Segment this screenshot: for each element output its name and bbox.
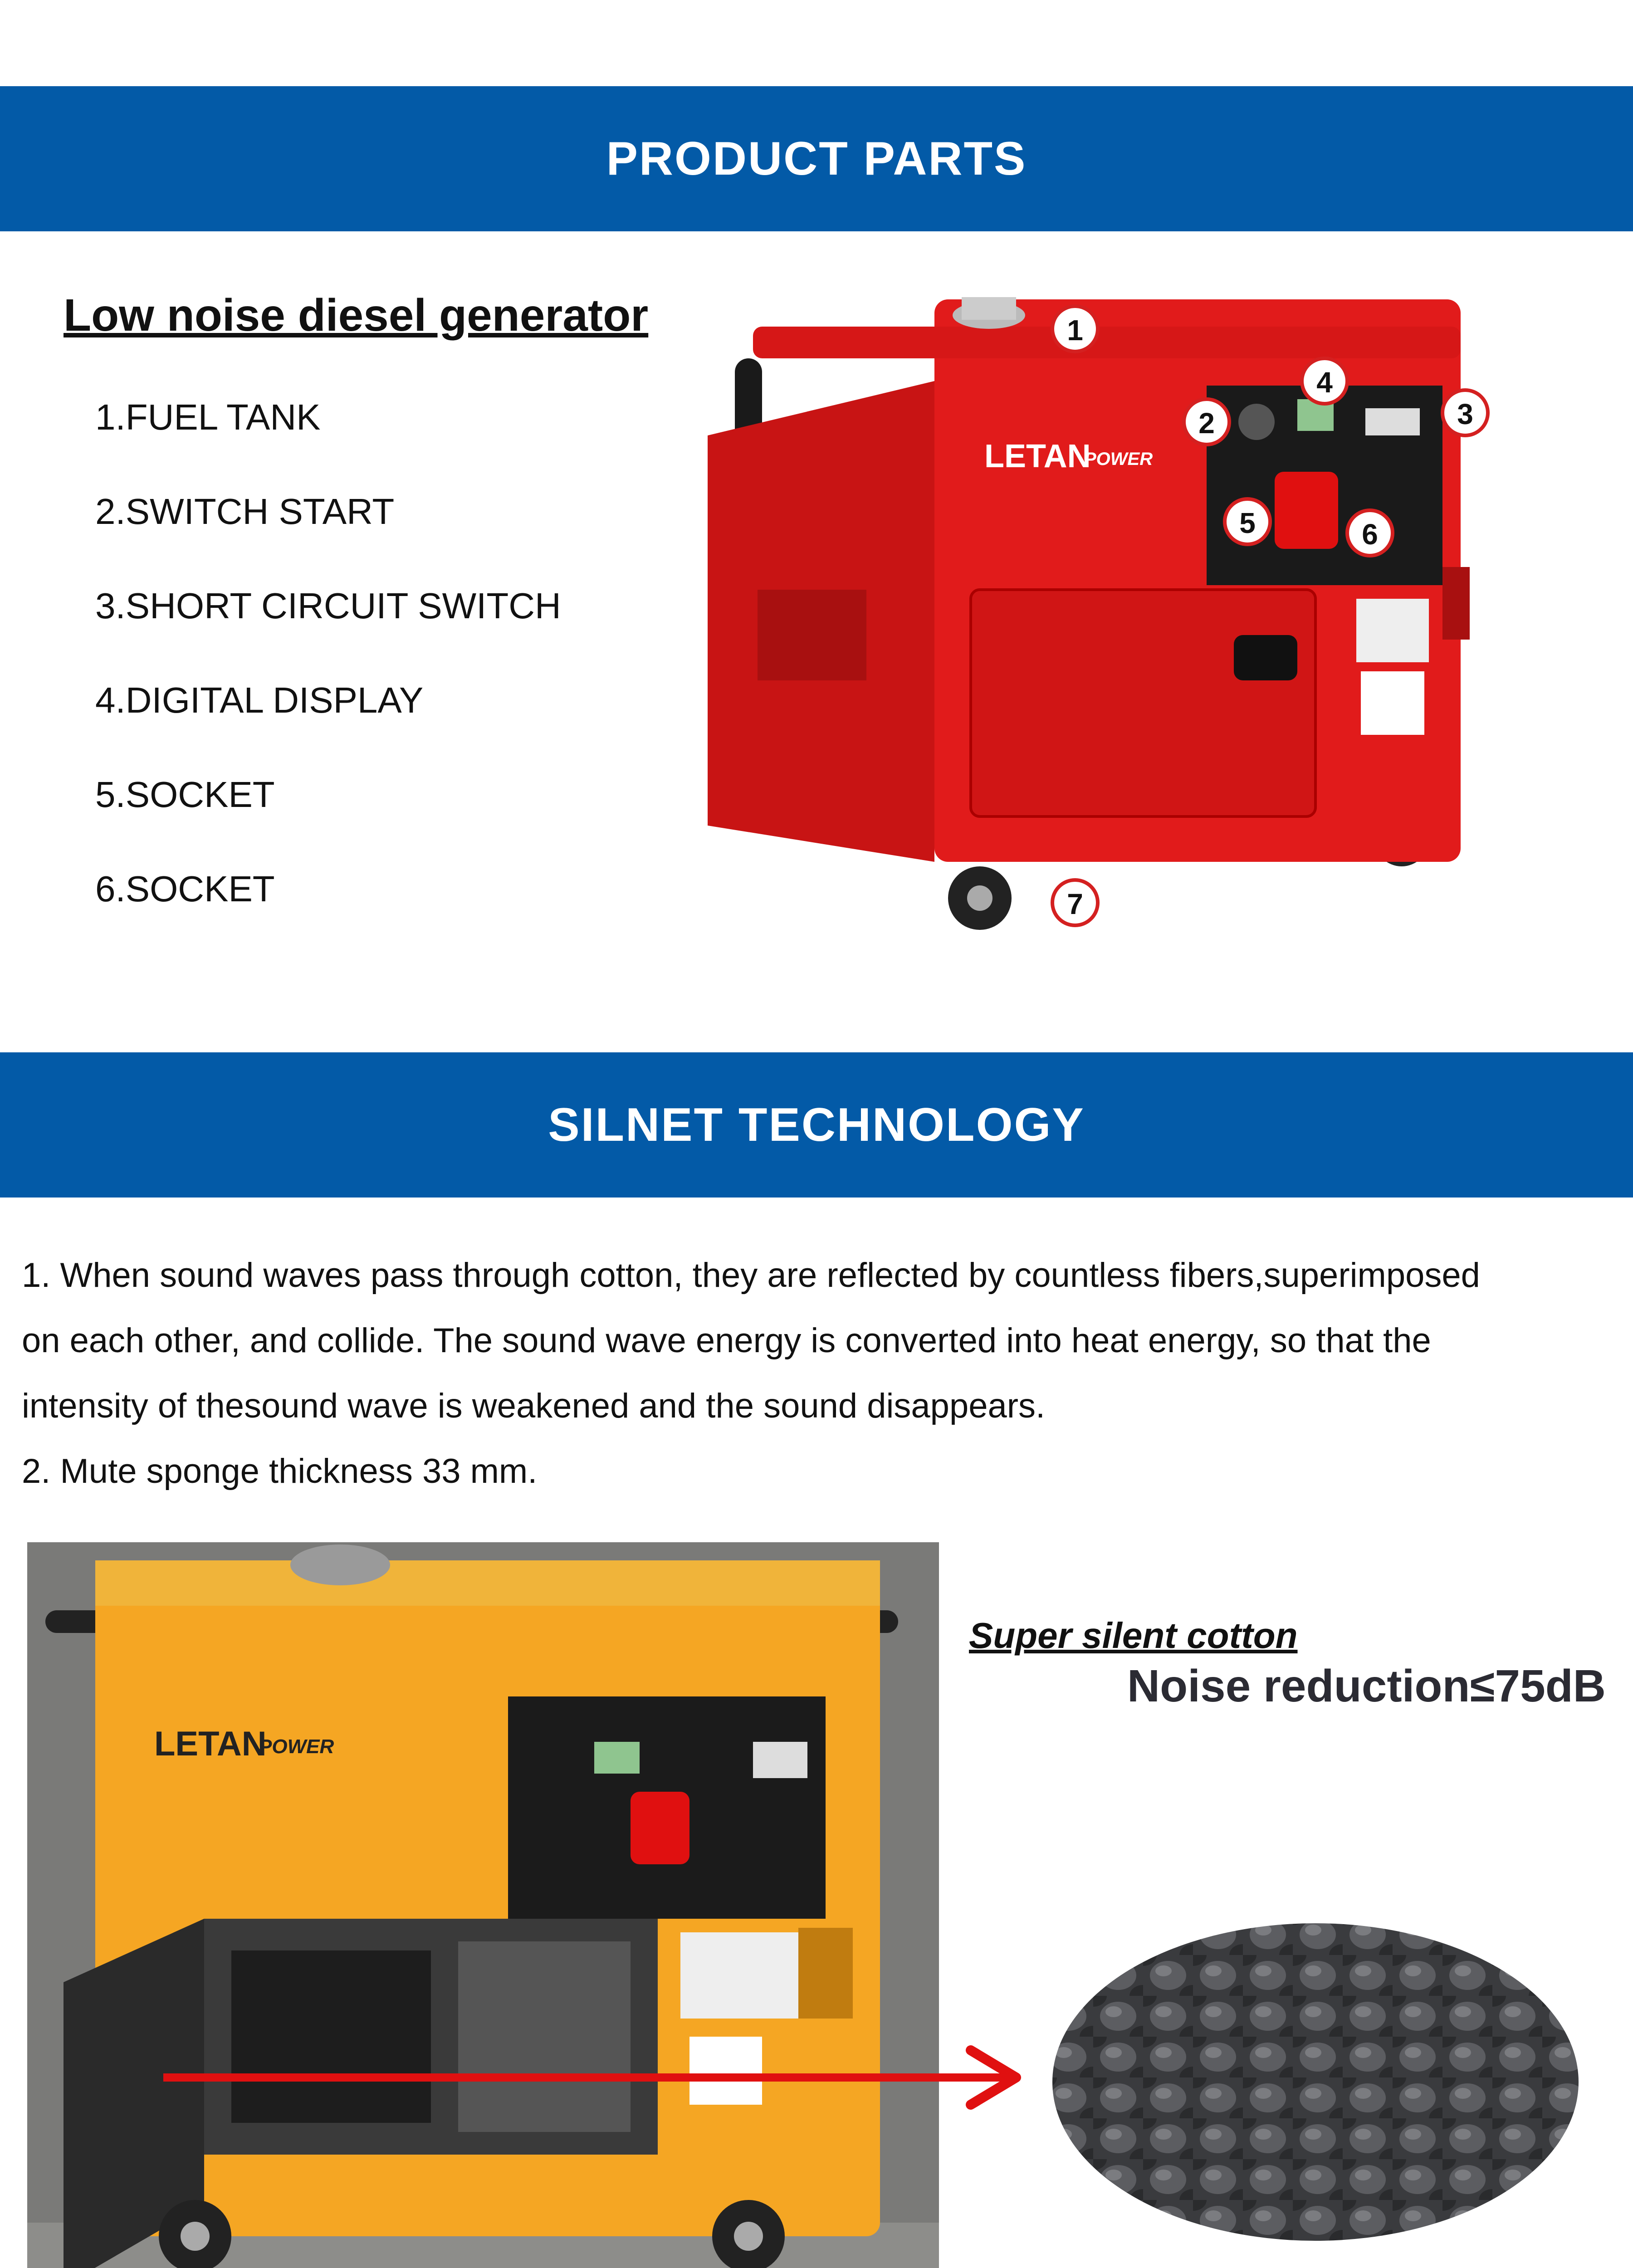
parts-list <box>95 395 561 961</box>
svg-text:3: 3 <box>1457 398 1473 430</box>
svg-text:6: 6 <box>1362 518 1378 551</box>
callout-7 <box>1052 880 1098 925</box>
paragraph-line: 1. When sound waves pass through cotton, they are reflected by countless fibers,superimposed <box>22 1256 1480 1295</box>
product-parts-title: PRODUCT PARTS <box>606 132 1027 185</box>
yellow-brand-text: LETAN <box>154 1725 267 1763</box>
part-item: 2.SWITCH START <box>95 491 395 532</box>
yellow-brand-suffix: POWER <box>259 1735 334 1758</box>
part-item: 1.FUEL TANK <box>95 397 321 437</box>
svg-text:7: 7 <box>1067 888 1083 920</box>
paragraph-line: 2. Mute sponge thickness 33 mm. <box>22 1452 538 1491</box>
red-arrow <box>163 2032 1043 2123</box>
part-item: 4.DIGITAL DISPLAY <box>95 680 424 720</box>
callout-3 <box>1442 390 1488 435</box>
svg-text:2: 2 <box>1198 407 1215 440</box>
technology-description <box>22 1243 1618 1504</box>
generator-heading: Low noise diesel generator <box>64 290 649 341</box>
callout-6 <box>1347 510 1393 556</box>
svg-text:5: 5 <box>1239 507 1256 539</box>
svg-text:4: 4 <box>1316 366 1333 399</box>
paragraph-line: intensity of thesound wave is weakened and the sound disappears. <box>22 1387 1046 1425</box>
paragraph-line: on each other, and collide. The sound wave energy is converted into heat energy, so that the <box>22 1321 1431 1360</box>
product-parts-banner <box>0 86 1633 231</box>
red-generator-image <box>699 272 1497 934</box>
part-item: 3.SHORT CIRCUIT SWITCH <box>95 586 561 626</box>
svg-text:1: 1 <box>1067 314 1083 347</box>
silnet-technology-title: SILNET TECHNOLOGY <box>548 1098 1085 1151</box>
red-brand-suffix: POWER <box>1084 449 1153 469</box>
callout-4 <box>1302 358 1347 404</box>
silnet-technology-banner <box>0 1052 1633 1198</box>
red-brand-text: LETAN <box>984 438 1091 474</box>
callout-1 <box>1052 306 1098 352</box>
part-item: 5.SOCKET <box>95 774 275 815</box>
callout-2 <box>1184 399 1229 445</box>
soundproof-foam-image <box>1043 1914 1588 2250</box>
noise-reduction-label: Noise reduction≤75dB <box>1127 1661 1606 1711</box>
part-item: 6.SOCKET <box>95 869 275 909</box>
yellow-generator-photo <box>27 1542 939 2268</box>
super-silent-cotton-label: Super silent cotton <box>969 1615 1298 1656</box>
callout-5 <box>1225 499 1270 544</box>
